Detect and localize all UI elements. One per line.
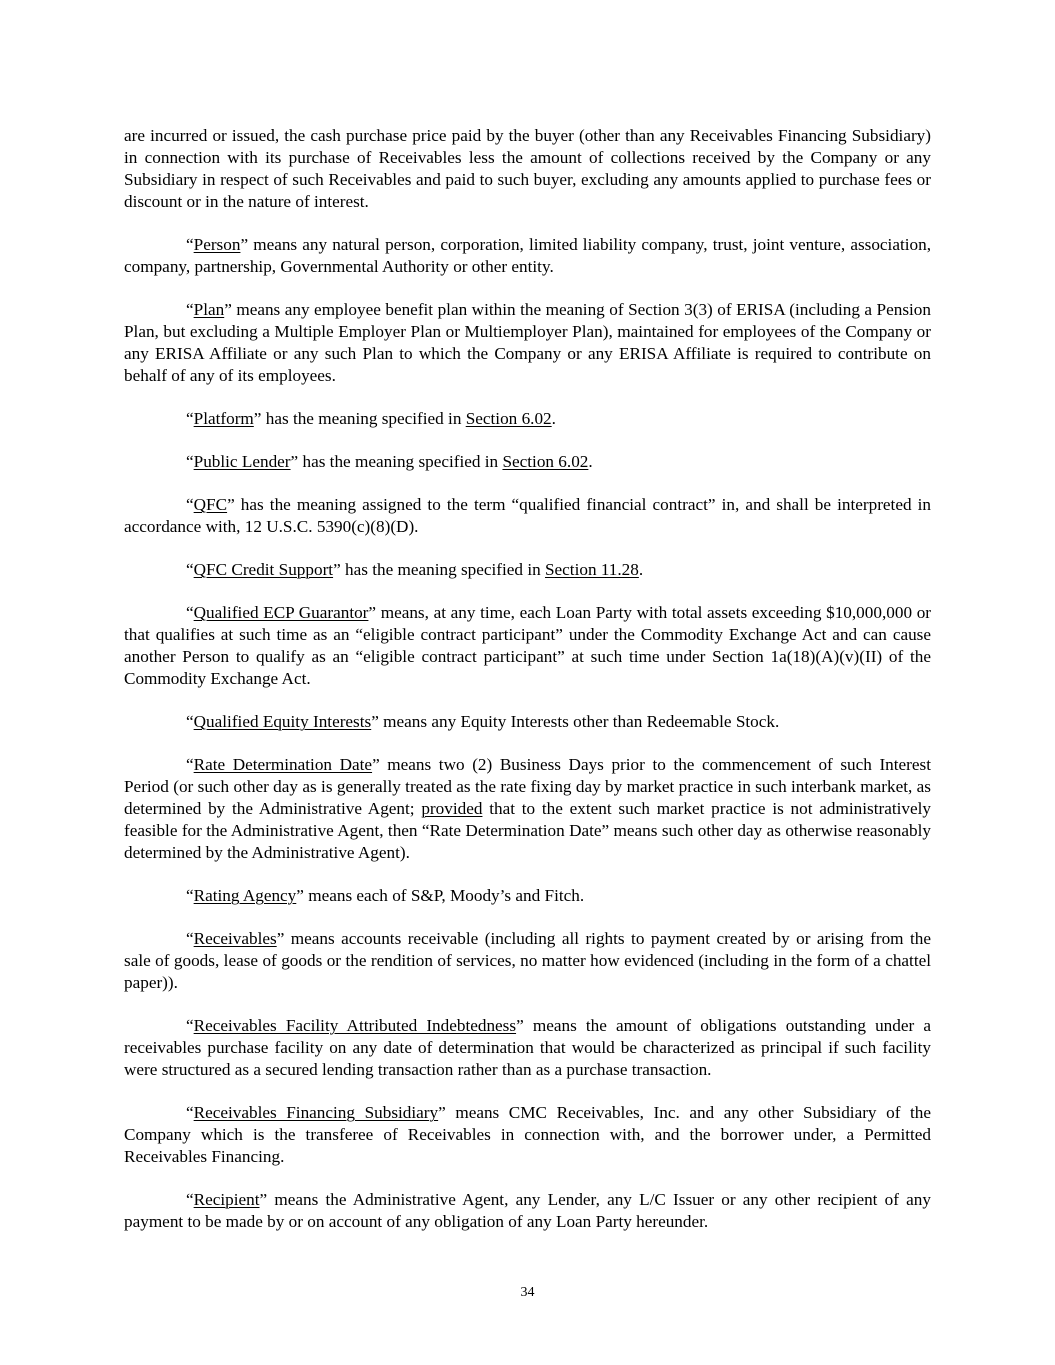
definition-public-lender: “Public Lender” has the meaning specified in Section 6.02. bbox=[186, 452, 593, 471]
section-reference: Section 6.02 bbox=[465, 409, 552, 428]
definition-end: . bbox=[638, 560, 644, 579]
page-number: 34 bbox=[520, 1285, 535, 1300]
definition-person: “Person” means any natural person, corporation, limited liability company, trust, joint venture, association, company, partnership, Governmental Authority or other entity. bbox=[124, 235, 931, 276]
defined-term: Platform bbox=[193, 409, 254, 428]
definition-recipient: “Recipient” means the Administrative Agent, any Lender, any L/C Issuer or any other recipient of any payment to be made by or on account of any obligation of any Loan Party hereunder. bbox=[124, 1190, 931, 1231]
definition-receivables-financing-subsidiary: “Receivables Financing Subsidiary” means CMC Receivables, Inc. and any other Subsidiary of the Company which is the transferee of Receivables in connection with, and the borrower under, a Permitted Receivables Financing. bbox=[124, 1103, 931, 1166]
definition-platform: “Platform” has the meaning specified in Section 6.02. bbox=[186, 409, 556, 428]
defined-term: Rating Agency bbox=[193, 886, 297, 905]
defined-term: Recipient bbox=[193, 1190, 260, 1209]
document-body bbox=[124, 125, 931, 1254]
definition-qfc: “QFC” has the meaning assigned to the term “qualified financial contract” in, and shall be interpreted in accordance with, 12 U.S.C. 5390(c)(8)(D). bbox=[124, 495, 931, 536]
defined-term: Plan bbox=[193, 300, 225, 319]
definition-rating-agency: “Rating Agency” means each of S&P, Moody’s and Fitch. bbox=[186, 886, 585, 905]
section-reference: Section 6.02 bbox=[502, 452, 589, 471]
definition-rate-determination-date: “Rate Determination Date” means two (2) Business Days prior to the commencement of such Interest Period (or such other day as is generally treated as the rate fixing day by market practice in such interbank market, as determined by the Administrative Agent; provided that to the extent such market practice is not administratively feasible for the Administrative Agent, then “Rate Determination Date” means such other day as otherwise reasonably determined by the Administrative Agent). bbox=[124, 755, 931, 862]
definition-text: means, at any time, each Loan Party with total assets exceeding $10,000,000 or that qualifies at such time as an “eligible contract participant” under the Commodity Exchange Act and can cause another Person to qualify as an “eligible contract participant” at such time under Section 1a(18)(A)(v)(II) of the Commodity Exchange Act. bbox=[124, 603, 932, 688]
defined-term: QFC bbox=[193, 495, 228, 514]
definition-plan: “Plan” means any employee benefit plan within the meaning of Section 3(3) of ERISA (including a Pension Plan, but excluding a Multiple Employer Plan or Multiemployer Plan), maintained for employees of the Company or any ERISA Affiliate or any such Plan to which the Company or any ERISA Affiliate is required to contribute on behalf of any of its employees. bbox=[124, 300, 931, 385]
section-reference: Section 11.28 bbox=[544, 560, 639, 579]
definition-receivables: “Receivables” means accounts receivable (including all rights to payment created by or arising from the sale of goods, lease of goods or the rendition of services, no matter how evidenced (including in the form of a chattel paper)). bbox=[124, 929, 931, 992]
definition-text: means accounts receivable (including all rights to payment created by or arising from the sale of goods, lease of goods or the rendition of services, no matter how evidenced (including in the form of a chattel paper)). bbox=[124, 929, 931, 992]
defined-term: Public Lender bbox=[193, 452, 291, 471]
definition-text: means any natural person, corporation, limited liability company, trust, joint venture, association, company, partnership, Governmental Authority or other entity. bbox=[124, 235, 931, 276]
definition-receivables-facility-attributed-indebtedness: “Receivables Facility Attributed Indebtedness” means the amount of obligations outstanding under a receivables purchase facility on any date of determination that would be characterized as principal if such facility were structured as a secured lending transaction rather than as a purchase transaction. bbox=[124, 1016, 931, 1079]
defined-term: Qualified Equity Interests bbox=[193, 712, 372, 731]
definition-end: . bbox=[551, 409, 556, 428]
definition-end: . bbox=[588, 452, 593, 471]
definition-text: has the meaning specified in bbox=[298, 452, 503, 471]
defined-term: QFC Credit Support bbox=[193, 560, 334, 579]
definition-text: means any Equity Interests other than Redeemable Stock. bbox=[378, 712, 780, 731]
defined-term: Receivables Financing Subsidiary bbox=[193, 1103, 439, 1122]
definition-text: has the meaning assigned to the term “qualified financial contract” in, and shall be interpreted in accordance with, 12 U.S.C. 5390(c)(8)(D). bbox=[124, 495, 931, 536]
defined-term: Receivables Facility Attributed Indebtedness bbox=[193, 1016, 517, 1035]
defined-term: Receivables bbox=[193, 929, 277, 948]
definition-text: has the meaning specified in bbox=[340, 560, 545, 579]
defined-term: Qualified ECP Guarantor bbox=[193, 603, 369, 622]
definition-text: means each of S&P, Moody’s and Fitch. bbox=[303, 886, 585, 905]
defined-term: Rate Determination Date bbox=[193, 755, 373, 774]
definition-qualified-ecp-guarantor: “Qualified ECP Guarantor” means, at any time, each Loan Party with total assets exceeding $10,000,000 or that qualifies at such time as an “eligible contract participant” under the Commodity Exchange Act and can cause another Person to qualify as an “eligible contract participant” at such time under Section 1a(18)(A)(v)(II) of the Commodity Exchange Act. bbox=[124, 603, 932, 688]
definition-qfc-credit-support: “QFC Credit Support” has the meaning specified in Section 11.28. bbox=[186, 560, 644, 579]
definition-text: means the amount of obligations outstanding under a receivables purchase facility on any date of determination that would be characterized as principal if such facility were structured as a secured lending transaction rather than as a purchase transaction. bbox=[124, 1016, 931, 1079]
definition-text: has the meaning specified in bbox=[261, 409, 466, 428]
definition-qualified-equity-interests: “Qualified Equity Interests” means any Equity Interests other than Redeemable Stock. bbox=[186, 712, 780, 731]
continuation-paragraph: are incurred or issued, the cash purchase price paid by the buyer (other than any Receivables Financing Subsidiary) in connection with its purchase of Receivables less the amount of collections received by the Company or any Subsidiary in respect of such Receivables and paid to such buyer, excluding any amounts applied to purchase fees or discount or in the nature of interest. bbox=[124, 126, 931, 211]
definition-text: means CMC Receivables, Inc. and any other Subsidiary of the Company which is the transferee of Receivables in connection with, and the borrower under, a Permitted Receivables Financing. bbox=[124, 1103, 931, 1166]
definition-text: means any employee benefit plan within the meaning of Section 3(3) of ERISA (including a Pension Plan, but excluding a Multiple Employer Plan or Multiemployer Plan), maintained for employees of the Company or any ERISA Affiliate or any such Plan to which the Company or any ERISA Affiliate is required to contribute on behalf of any of its employees. bbox=[124, 300, 931, 385]
proviso-reference: provided bbox=[421, 799, 483, 818]
definition-text: means the Administrative Agent, any Lender, any L/C Issuer or any other recipient of any payment to be made by or on account of any obligation of any Loan Party hereunder. bbox=[124, 1190, 931, 1231]
defined-term: Person bbox=[193, 235, 241, 254]
definition-text: means two (2) Business Days prior to the commencement of such Interest Period (or such other day as is generally treated as the rate fixing day by market practice in such interbank market, as determined by the Administrative Agent; bbox=[124, 755, 931, 818]
definition-end: that to the extent such market practice is not administratively feasible for the Administrative Agent, then “Rate Determination Date” means such other day as otherwise reasonably determined by the Administrative Agent). bbox=[124, 799, 931, 862]
